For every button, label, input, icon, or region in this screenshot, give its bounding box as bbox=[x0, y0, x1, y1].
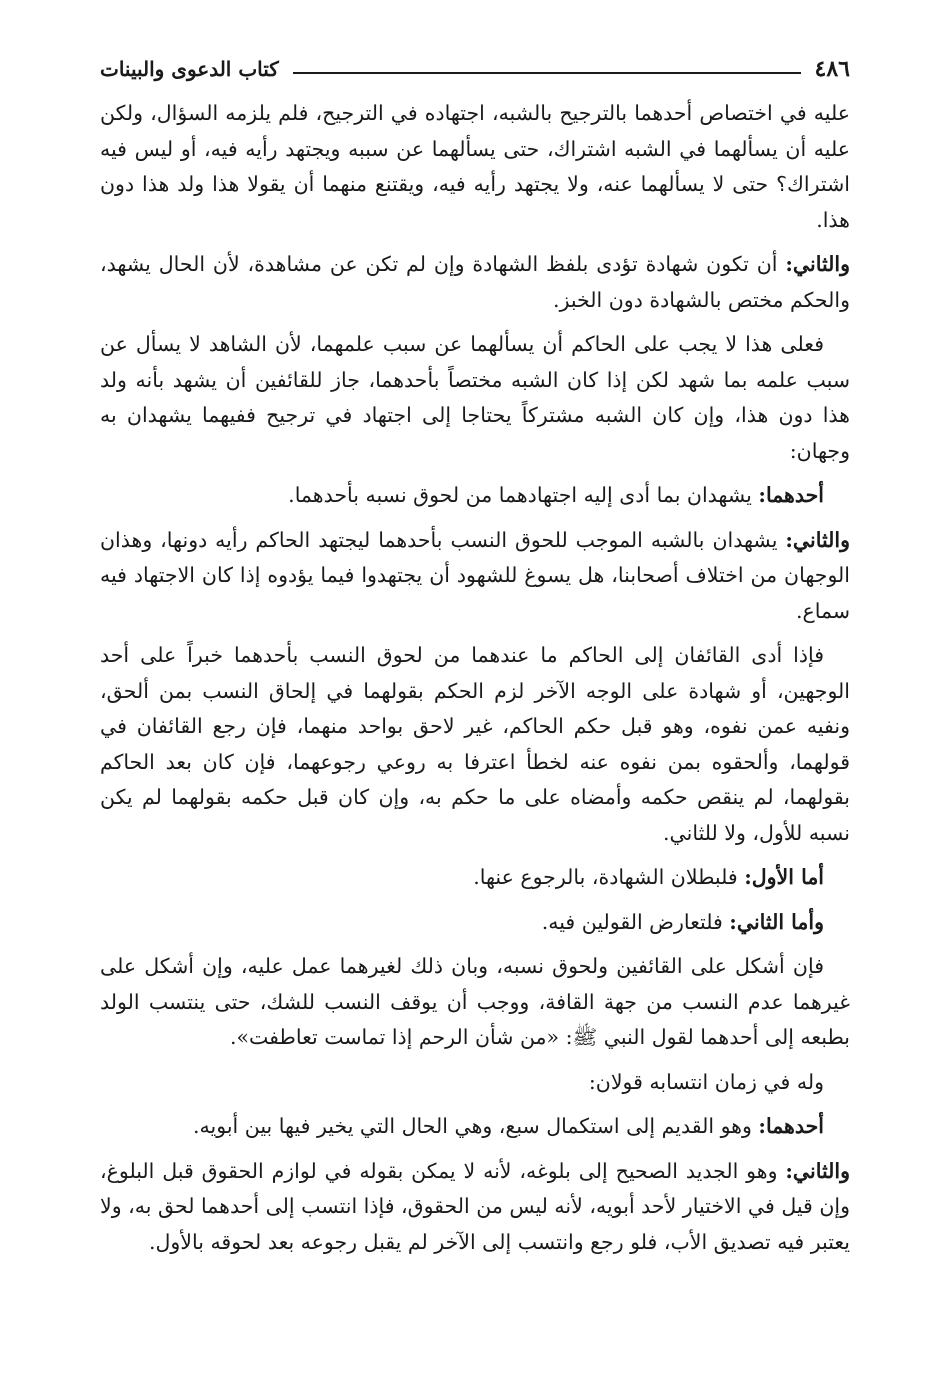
header-rule bbox=[293, 72, 801, 74]
paragraph-lead: أحدهما: bbox=[758, 483, 824, 507]
paragraph bbox=[100, 1065, 850, 1101]
paragraph-text: يشهدان بالشبه الموجب للحوق النسب بأحدهما ليجتهد الحاكم رأيه دونها، وهذان الوجهان من اختلاف أصحابنا، هل يسوغ للشهود أن يجتهدوا فيما يؤدوه إذا كان الاجتهاد فيه سماع. bbox=[100, 527, 850, 623]
paragraph bbox=[100, 1154, 850, 1261]
paragraph bbox=[100, 860, 850, 896]
paragraph-text: وهو القديم إلى استكمال سبع، وهي الحال التي يخير فيها بين أبويه. bbox=[193, 1114, 759, 1138]
paragraph-lead: والثاني: bbox=[785, 527, 850, 552]
paragraph-lead: وأما الثاني: bbox=[729, 909, 824, 934]
book-page bbox=[100, 52, 850, 1269]
paragraph bbox=[100, 327, 850, 469]
page-header bbox=[100, 52, 850, 86]
paragraph-lead: والثاني: bbox=[785, 252, 850, 276]
paragraph bbox=[100, 478, 850, 514]
book-title: كتاب الدعوى والبينات bbox=[100, 57, 279, 81]
paragraph-text: فلبطلان الشهادة، بالرجوع عنها. bbox=[473, 865, 745, 889]
paragraph bbox=[100, 1109, 850, 1145]
page-number: ٤٨٦ bbox=[814, 56, 850, 82]
paragraph bbox=[100, 949, 850, 1056]
paragraph bbox=[100, 523, 850, 630]
paragraph bbox=[100, 247, 850, 318]
paragraph-lead: والثاني: bbox=[785, 1158, 850, 1183]
page-body bbox=[100, 96, 850, 1260]
paragraph-lead: أحدهما: bbox=[758, 1114, 824, 1138]
paragraph bbox=[100, 638, 850, 851]
paragraph-text: يشهدان بما أدى إليه اجتهادهما من لحوق نسبه بأحدهما. bbox=[288, 483, 759, 507]
paragraph-text: فعلى هذا لا يجب على الحاكم أن يسألهما عن سبب علمهما، لأن الشاهد لا يسأل عن سبب علمه بما شهد لكن إذا كان الشبه مختصاً بأحدهما، جاز للقائفين أن يشهد بأنه ولد هذا دون هذا، وإن كان الشبه مشتركاً يحتاجا إلى اجتهاد في ترجيح ففيهما يشهدان به وجهان: bbox=[100, 332, 850, 463]
paragraph-text: عليه في اختصاص أحدهما بالترجيح بالشبه، اجتهاده في الترجيح، فلم يلزمه السؤال، ولكن عليه أن يسألهما في الشبه اشتراك، حتى يسألهما عن سببه ويجتهد رأيه فيه، أو ليس فيه اشتراك؟ حتى لا يسألهما عنه، ولا يجتهد رأيه فيه، ويقتنع منهما أن يقولا هذا ولد هذا دون هذا. bbox=[100, 101, 850, 232]
paragraph-text: أن تكون شهادة تؤدى بلفظ الشهادة وإن لم تكن عن مشاهدة، لأن الحال يشهد، والحكم مختص بالشهادة دون الخبز. bbox=[100, 252, 850, 312]
paragraph-text: وهو الجديد الصحيح إلى بلوغه، لأنه لا يمكن بقوله في لوازم الحقوق قبل البلوغ، وإن قيل في الاختيار لأحد أبويه، لأنه ليس من الحقوق، فإذا انتسب إلى أحدهما لحق به، ولا يعتبر فيه تصديق الأب، فلو رجع وانتسب إلى الآخر لم يقبل رجوعه بعد لحوقه بالأول. bbox=[100, 1158, 850, 1254]
paragraph bbox=[100, 96, 850, 238]
paragraph-text: فإذا أدى القائفان إلى الحاكم ما عندهما من لحوق النسب بأحدهما خبراً على أحد الوجهين، أو شهادة على الوجه الآخر لزم الحكم بقولهما في إلحاق النسب بمن ألحق، ونفيه عمن نفوه، وهو قبل حكم الحاكم، غير لاحق بواحد منهما، فإن رجع القائفان في قولهما، وألحقوه بمن نفوه عنه لخطأ اعترفا به روعي رجوعهما، فإن كان بعد الحاكم بقولهما، لم ينقص حكمه وأمضاه على ما حكم به، وإن كان قبل حكمه بقولهما لم يكن نسبه للأول، ولا للثاني. bbox=[100, 643, 850, 845]
paragraph bbox=[100, 905, 850, 941]
paragraph-lead: أما الأول: bbox=[744, 865, 824, 889]
paragraph-text: وله في زمان انتسابه قولان: bbox=[588, 1069, 824, 1094]
paragraph-text: فإن أشكل على القائفين ولحوق نسبه، وبان ذلك لغيرهما عمل عليه، وإن أشكل على غيرهما عدم النسب من جهة القافة، ووجب أن يوقف النسب للشك، حتى ينتسب الولد بطبعه إلى أحدهما لقول النبي ﷺ: «من شأن الرحم إذا تماست تعاطفت». bbox=[100, 954, 850, 1049]
paragraph-text: فلتعارض القولين فيه. bbox=[541, 909, 730, 934]
